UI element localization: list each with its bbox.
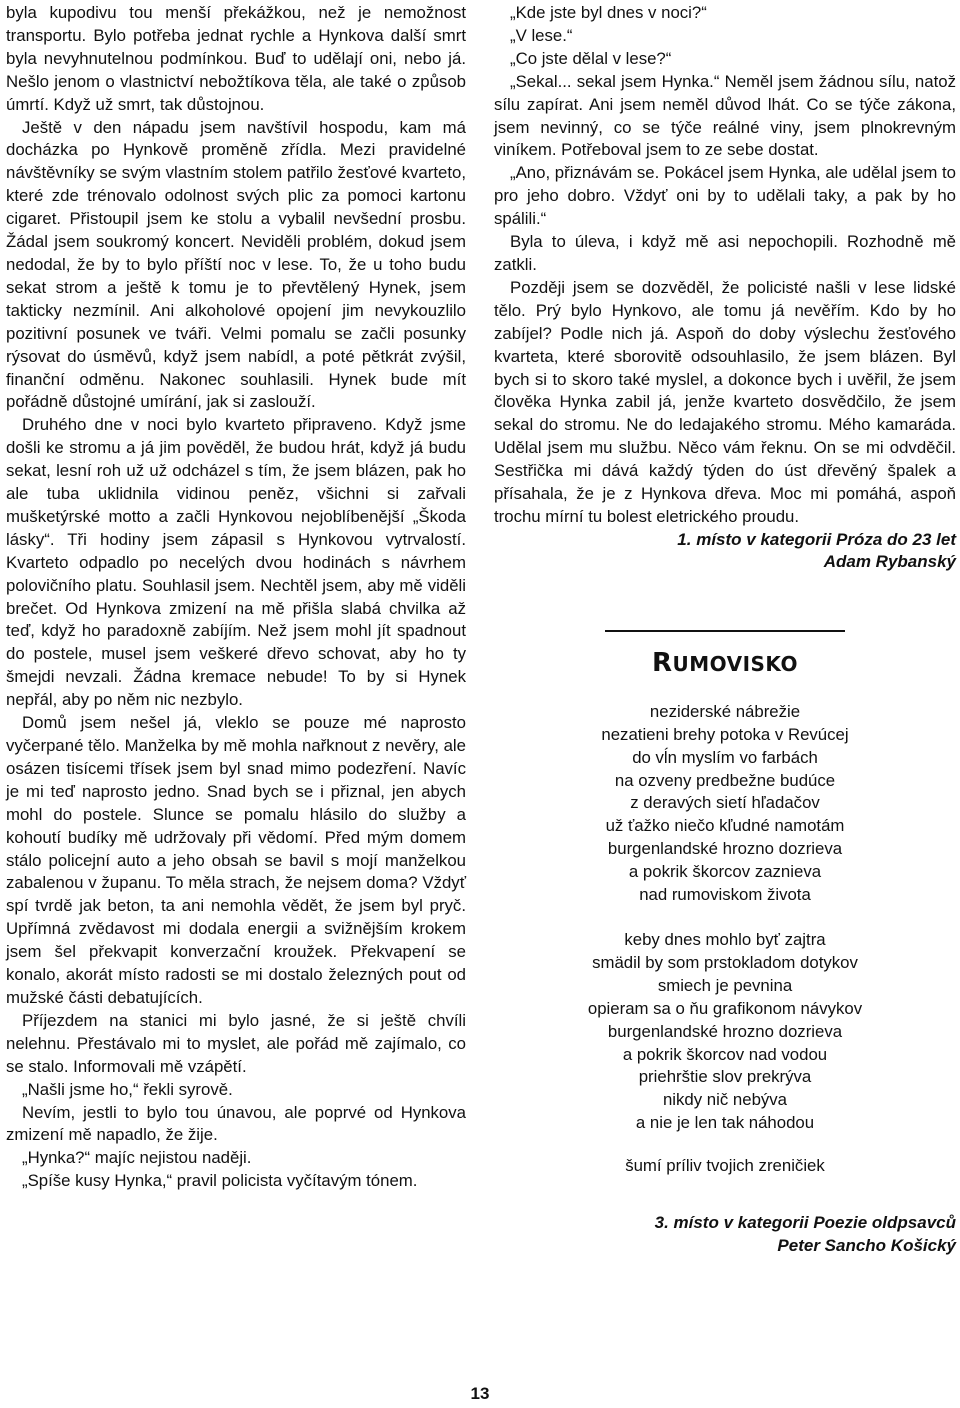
poem-line: z deravých sietí hľadačov: [630, 793, 820, 813]
poem-stanza-3: [494, 1155, 956, 1178]
paragraph: Domů jsem nešel já, vleklo se pouze mé naprosto vyčerpané tělo. Manželka by mě mohla nařknout z nevěry, ale osázen tisícemi třísek jsem byl snad mimo podezření. Navíc je mi teď naprosto jedno. Snad bych se i přiznal, jen abych mohl do postele. Slunce se pomalu hlásilo do služby a kohoutí budíky mě udržovaly při vědomí. Před mým domem stálo policejní auto a jeho obsah se bavil s mojí manželkou zabalenou v županu. To měla strach, že nejsem doma? Vždyť spí tvrdě jak beton, ta ani nemohla vědět, že jsem byl pryč. Upřímná zvědavost mi dodala energii a svižnějším krokem jsem šel překvapit konverzační kroužek. Překvapení se konalo, akorát místo radosti se mi dostalo železných pout od mužské části debatujících.: [6, 713, 466, 1007]
prose-award: 1. místo v kategorii Próza do 23 let: [677, 529, 956, 549]
paragraph: „Spíše kusy Hynka,“ pravil policista vyčítavým tónem.: [22, 1171, 418, 1191]
paragraph: Nevím, jestli to bylo tou únavou, ale poprvé od Hynkova zmizení mě napadlo, že žije.: [6, 1102, 466, 1145]
right-column: [494, 2, 956, 1257]
poem-line: už ťažko niečo kľudné namotám: [605, 816, 845, 836]
poem-line: a nie je len tak náhodou: [635, 1113, 815, 1133]
poem-line: keby dnes mohlo byť zajtra: [624, 930, 826, 949]
dialogue-line: „Kde jste byl dnes v noci?“: [510, 3, 707, 22]
poem-line: burgenlandské hrozno dozrieva: [607, 1021, 843, 1041]
poem-stanza-2: [494, 929, 956, 1135]
paragraph: „Našli jsme ho,“ řekli syrově.: [22, 1079, 233, 1099]
poem-line: burgenlandské hrozno dozrieva: [607, 839, 843, 859]
section-divider: [605, 630, 845, 632]
poem-line: a pokrik škorcov nad vodou: [622, 1044, 828, 1064]
paragraph: Byla to úleva, i když mě asi nepochopili. Rozhodně mě zatkli.: [494, 232, 956, 274]
paragraph: Příjezdem na stanici mi bylo jasné, že si ještě chvíli nelehnu. Přestávalo mi to myslet, ale pořád mě zajímalo, co se stalo. Informovali mě vzápětí.: [6, 1010, 466, 1076]
paragraph: byla kupodivu tou menší překážkou, než je nemožnost transportu. Bylo potřeba jednat rychle a Hynkova další smrt byla nevyhnutelnou podmínkou. Buď to udělají oni, nebo já. Nešlo jenom o vlastnictví nebožtíkova těla, ale také o způsob úmrtí. Když už smrt, tak důstojnou.: [6, 3, 466, 114]
poem-line: nad rumoviskom života: [639, 885, 811, 905]
poem-title: [494, 648, 956, 679]
poem-line: smädil by som prstokladom dotykov: [592, 952, 858, 972]
poem-line: priehrštie slov prekrýva: [638, 1067, 812, 1087]
poetry-author: Peter Sancho Košický: [777, 1235, 956, 1255]
poem-line: na ozveny predbežne budúce: [614, 770, 836, 790]
poem-stanza-1: [494, 701, 956, 907]
paragraph: Druhého dne v noci bylo kvarteto připraveno. Když jsme došli ke stromu a já jim pověděl, že budou hrát, když já budu sekat, lesní roh už už odcházel s tím, že jsem blázen, pak ho ale tuba uklidnila vidinou peněz, všichni si zařvali mušketýrské motto a začli Hynkovou nejoblíbenější „Škoda lásky“. Tři hodiny jsem zápasil s Hynkovou vytrvalostí. Kvarteto odpadlo po necelých dvou hodinách s návrhem polovičního platu. Souhlasil jsem. Nechtěl jsem, aby mě viděli brečet. Od Hynkova zmizení na mě přišla slabá chvilka až teď, když ho paradoxně zabíjím. Než jsem mohl jít spadnout do postele, musel jsem veškeré dřevo schovat, aby ho ty šmejdi nevzali. Žádna kremace nebude! To by si Hynek nepřál, aby po něm nic nezbylo.: [6, 415, 466, 710]
poem-line: a pokrik škorcov zaznieva: [628, 862, 822, 882]
paragraph: Později jsem se dozvěděl, že policisté našli v lese lidské tělo. Prý bylo Hynkovo, ale tomu já nevěřím. Kdo by ho zabíjel? Podle nich já. Aspoň do doby výslechu žesťového kvarteta, které sborovitě odsouhlasilo, že jsem blázen. Byl bych si to skoro také myslel, a dokonce bych i uvěřil, že jsem člověka Hynka zabil já, jenže kvarteto dosvědčilo, že jsem sekal do stromu. Ne do ledajakého stromu. Mého kamaráda. Udělal jsem mu službu. Něco vám řeknu. On se mi odvděčil. Sestřička mi dává každý týden do úst dřevěný špalek a přísahala, že je z Hynkova dřeva. Moc mi pomáhá, aspoň trochu mírní tu bolest eletrického proudu.: [494, 277, 956, 526]
dialogue-line: „Co jste dělal v lese?“: [510, 48, 672, 68]
prose-author: Adam Rybanský: [823, 552, 956, 572]
paragraph: „Hynka?“ majíc nejistou naději.: [22, 1148, 252, 1168]
poem-title-initial: R: [651, 647, 673, 678]
left-column: [6, 2, 466, 1193]
poem-line: neziderské nábrežie: [649, 701, 801, 721]
poem-line: do vĺn myslím vo farbách: [632, 747, 818, 767]
dialogue-line: „V lese.“: [510, 25, 573, 45]
page-number: 13: [470, 1384, 490, 1403]
paragraph: Ještě v den nápadu jsem navštívil hospodu, kam má docházka po Hynkově proměně zřídla. Mezi pravidelné návštěvníky se svým vlastním stolem patřilo žesťové kvarteto, které zde trénovalo odolnost svých plic za pomoci kartonu cigaret. Přistoupil jsem ke stolu a vybalil nevšední prosbu. Žádal jsem soukromý koncert. Neviděli problém, dokud jsem nedodal, že by to bylo příští noc v lese. To, že u toho budu sekat strom a ještě k tomu je to převtělený Hynek, jsem takticky nezmínil. Ani alkoholové opojení jim nevykouzlilo pozitivní posunek ve tváři. Velmi pomalu se začli posunky rýsovat do úsměvů, když jsem nabídl, a poté pětkrát zvýšil, finanční odměnu. Nakonec souhlasili. Hynek bude mít pořádně důstojné umírání, jak si zaslouží.: [6, 117, 466, 412]
poetry-award: 3. místo v kategorii Poezie oldpsavců: [654, 1213, 956, 1233]
poem-title-rest: UMOVISKO: [672, 651, 799, 676]
paragraph: „Ano, přiznávám se. Pokácel jsem Hynka, ale udělal jsem to pro jeho dobro. Vždyť oni by to udělali taky, a pak by ho spálili.“: [494, 163, 956, 229]
poem-line: smiech je pevnina: [657, 975, 793, 995]
poem-line: šumí príliv tvojich zreničiek: [625, 1156, 825, 1176]
poem-line: opieram sa o ňu grafikonom návykov: [587, 998, 863, 1018]
paragraph: „Sekal... sekal jsem Hynka.“ Neměl jsem žádnou sílu, natož sílu zapírat. Ani jsem neměl důvod lhát. Co se týče zákona, jsem nevinný, co se týče reálné viny, jsem plnokrevným viníkem. Potřeboval jsem to ze sebe dostat.: [494, 71, 956, 160]
poem-line: nezatieni brehy potoka v Revúcej: [601, 724, 849, 744]
poem-line: nikdy nič nebýva: [662, 1090, 788, 1110]
